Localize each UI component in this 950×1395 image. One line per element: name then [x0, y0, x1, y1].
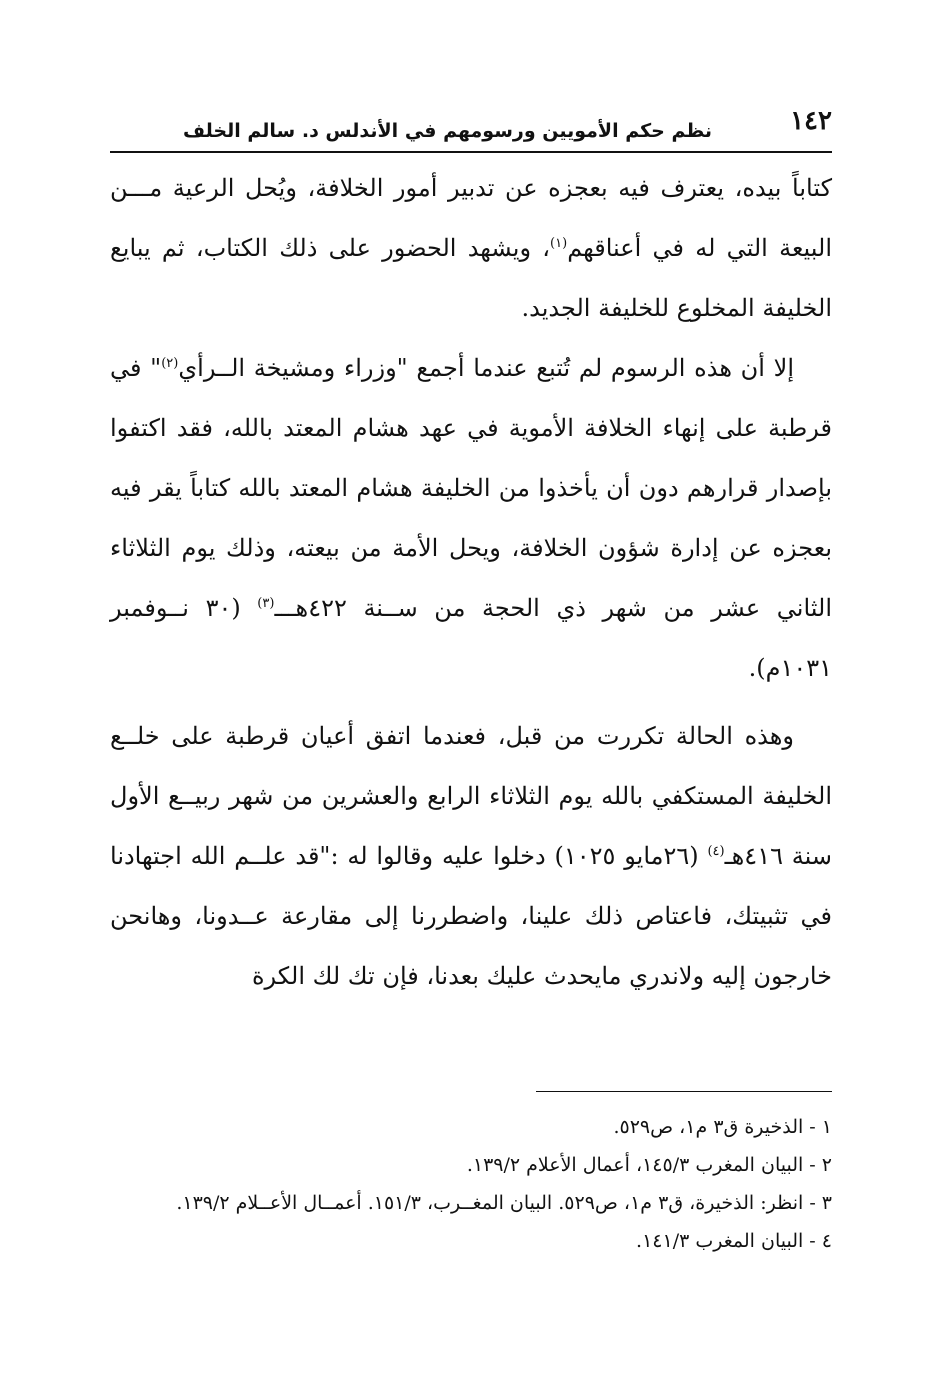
footnote-ref-2: (٢) — [161, 356, 179, 371]
paragraph-3-text-a: وهذه الحالة تكررت من قبل، فعندما اتفق أعيان قرطبة على خلــع الخليفة المستكفي بالله يوم الثلاثاء الرابع والعشرين من شهر ربيــع الأول سنة ٤١٦هـ — [110, 722, 833, 870]
paragraph-1 — [110, 158, 832, 338]
paragraph-2-text-a: إلا أن هذه الرسوم لم تُتبع عندما أجمع "وزراء ومشيخة الــرأي — [178, 354, 794, 382]
footnote-3: ٣ - انظر: الذخيرة، ق٣ م١، ص٥٢٩. البيان المغــرب، ١٥١/٣. أعمــال الأعــلام ١٣٩/٢. — [176, 1192, 832, 1214]
paragraph-2 — [110, 338, 832, 698]
paragraph-2-text-c: (٣٠ نــوفمبر ١٠٣١م). — [110, 594, 832, 682]
footnote-ref-1: (١) — [550, 236, 568, 251]
paragraph-1-text-a: كتاباً بيده، يعترف فيه بعجزه عن تدبير أمور الخلافة، ويُحل الرعية مـــن البيعة التي له في أعناقهم — [110, 174, 833, 262]
footnote-ref-4: (٤) — [707, 844, 725, 859]
footnote-rule — [536, 1091, 832, 1092]
running-title: نظم حكم الأمويين ورسومهم في الأندلس د. سالم الخلف — [183, 120, 712, 142]
footnotes — [120, 1108, 832, 1260]
page-number: ١٤٢ — [790, 106, 832, 136]
paragraph-1-text-b: ، ويشهد الحضور على ذلك الكتاب، ثم يبايع الخليفة المخلوع للخليفة الجديد. — [110, 234, 832, 322]
paragraph-2-text-b: " في قرطبة على إنهاء الخلافة الأموية في عهد هشام المعتد بالله، فقد اكتفوا بإصدار قرارهم دون أن يأخذوا من الخليفة هشام المعتد بالله كتاباً يقر فيه بعجزه عن إدارة شؤون الخلافة، ويحل الأمة من بيعته، وذلك يوم الثلاثاء الثاني عشر من شهر ذي الحجة من ســنة ٤٢٢هـــ — [110, 354, 832, 622]
footnote-2: ٢ - البيان المغرب ١٤٥/٣، أعمال الأعلام ١٣٩/٢. — [466, 1154, 832, 1176]
header-rule — [110, 151, 832, 153]
footnote-4: ٤ - البيان المغرب ١٤١/٣. — [636, 1230, 832, 1252]
page-header — [110, 102, 832, 152]
footnote-1: ١ - الذخيرة ق٣ م١، ص٥٢٩. — [613, 1116, 832, 1138]
paragraph-3 — [110, 706, 832, 1006]
body-text — [110, 158, 832, 1006]
paragraph-3-text-b: (٢٦مايو ١٠٢٥) دخلوا عليه وقالوا له :"قد علــم الله اجتهادنا في تثبيتك، فاعتاص ذلك علينا، واضطررنا إلى مقارعة عــدونا، وهانحن خارجون إليه ولاندري مايحدث عليك بعدنا، فإن تك لك الكرة — [110, 842, 832, 990]
footnote-ref-3: (٣) — [257, 596, 275, 611]
